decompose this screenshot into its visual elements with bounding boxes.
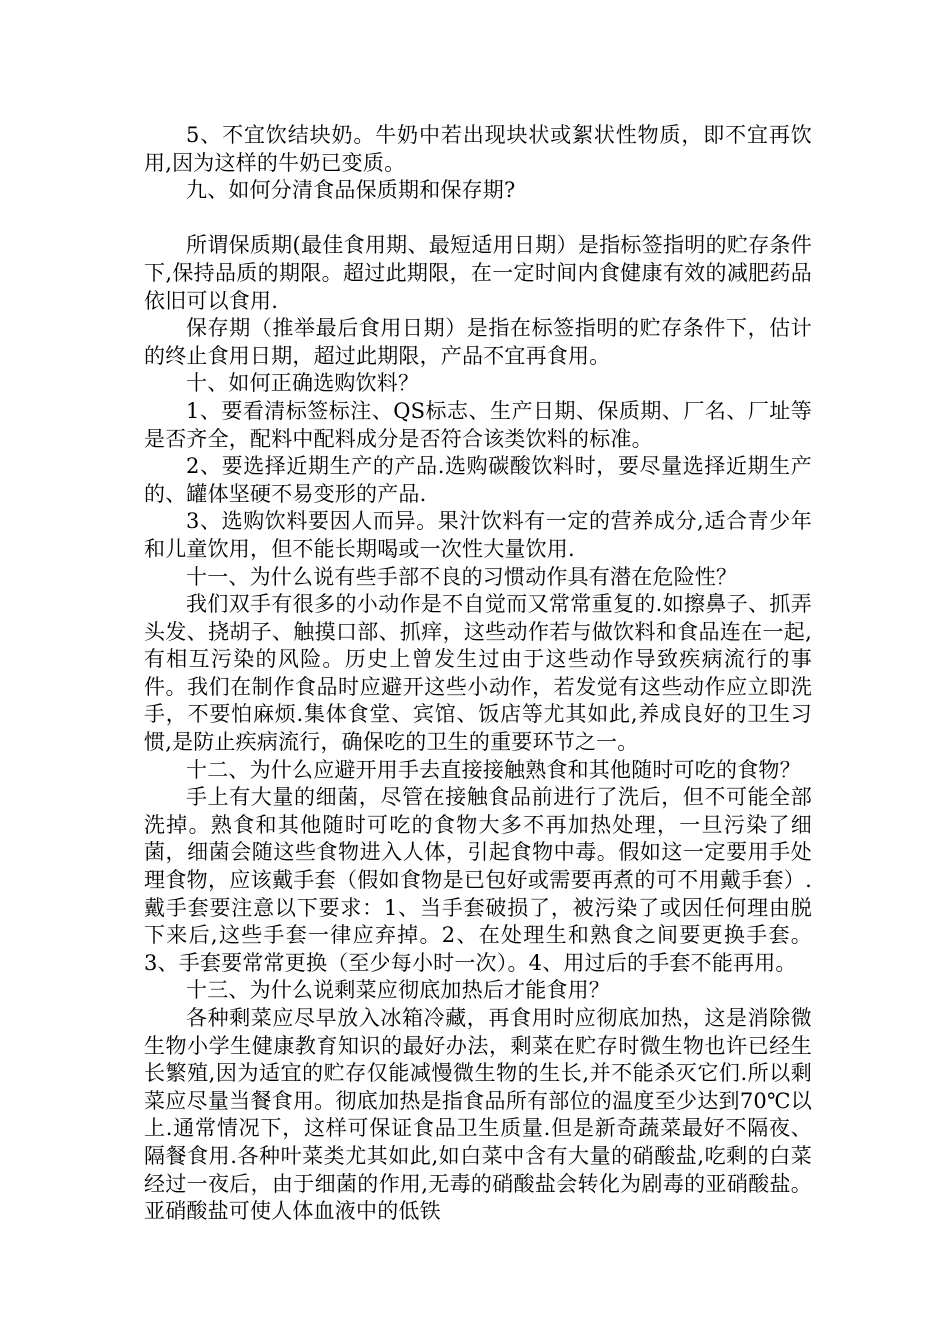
document-body: [144, 122, 812, 1226]
section-heading: 十二、为什么应避开用手去直接接触熟食和其他随时可吃的食物？: [186, 757, 801, 782]
paragraph: 各种剩菜应尽早放入冰箱冷藏，再食用时应彻底加热，这是消除微生物小学生健康教育知识的最好办法，剩菜在贮存时微生物也许已经生长繁殖,因为适宜的贮存仅能减慢微生物的生长,并不能杀灭它们.所以剩菜应尽量当餐食用。彻底加热是指食品所有部位的温度至少达到70℃以上.通常情况下，这样可保证食品卫生质量.但是新奇蔬菜最好不隔夜、隔餐食用.各种叶菜类尤其如此,如白菜中含有大量的硝酸盐,吃剩的白菜经过一夜后，由于细菌的作用,无毒的硝酸盐会转化为剧毒的亚硝酸盐。亚硝酸盐可使人体血液中的低铁: [144, 1006, 812, 1224]
paragraph: 手上有大量的细菌，尽管在接触食品前进行了洗后，但不可能全部洗掉。熟食和其他随时可吃的食物大多不再加热处理，一旦污染了细菌，细菌会随这些食物进入人体，引起食物中毒。假如这一定要用手处理食物，应该戴手套（假如食物是已包好或需要再煮的可不用戴手套）.戴手套要注意以下要求：1、当手套破损了，被污染了或因任何理由脱下来后,这些手套一律应弃掉。2、在处理生和熟食之间要更换手套。3、手套要常常更换（至少每小时一次）。4、用过后的手套不能再用。: [144, 785, 812, 975]
paragraph: 所谓保质期(最佳食用期、最短适用日期）是指标签指明的贮存条件下,保持品质的期限。超过此期限，在一定时间内食健康有效的减肥药品依旧可以食用.: [144, 233, 812, 313]
section-heading: 十、如何正确选购饮料？: [186, 371, 420, 396]
paragraph: 2、要选择近期生产的产品.选购碳酸饮料时，要尽量选择近期生产的、罐体坚硬不易变形的产品.: [144, 454, 812, 506]
paragraph: 保存期（推举最后食用日期）是指在标签指明的贮存条件下，估计的终止食用日期，超过此期限，产品不宜再食用。: [144, 316, 812, 368]
section-heading: 十三、为什么说剩菜应彻底加热后才能食用？: [186, 978, 610, 1003]
section-heading: 十一、为什么说有些手部不良的习惯动作具有潜在危险性？: [186, 564, 738, 589]
paragraph: 3、选购饮料要因人而异。果汁饮料有一定的营养成分,适合青少年和儿童饮用，但不能长期喝或一次性大量饮用.: [144, 509, 812, 561]
paragraph: 1、要看清标签标注、QS标志、生产日期、保质期、厂名、厂址等是否齐全，配料中配料成分是否符合该类饮料的标准。: [144, 398, 812, 451]
paragraph: 5、不宜饮结块奶。牛奶中若出现块状或絮状性物质，即不宜再饮用,因为这样的牛奶已变质。: [144, 123, 812, 175]
blank-line: [144, 205, 812, 233]
paragraph: 我们双手有很多的小动作是不自觉而又常常重复的.如擦鼻子、抓弄头发、挠胡子、触摸口部、抓痒，这些动作若与做饮料和食品连在一起,有相互污染的风险。历史上曾发生过由于这些动作导致疾病流行的事件。我们在制作食品时应避开这些小动作，若发觉有这些动作应立即洗手，不要怕麻烦.集体食堂、宾馆、饭店等尤其如此,养成良好的卫生习惯,是防止疾病流行，确保吃的卫生的重要环节之一。: [144, 592, 812, 755]
section-heading: 九、如何分清食品保质期和保存期?: [186, 178, 516, 203]
